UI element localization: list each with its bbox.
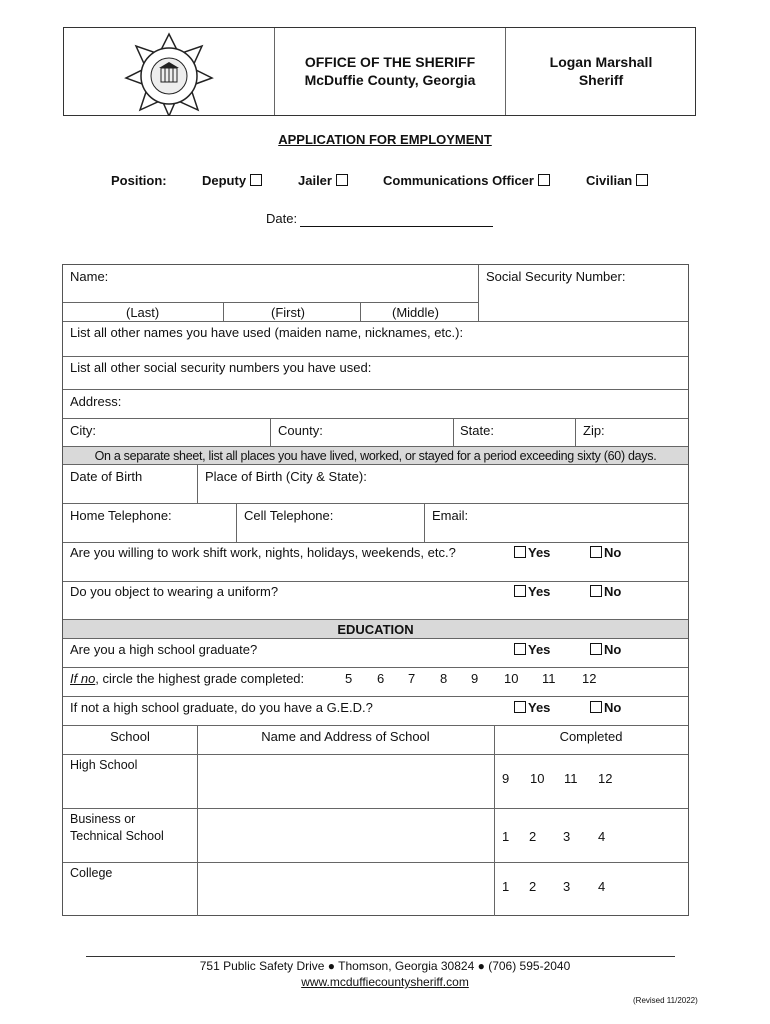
other-names-label: List all other names you have used (maiden name, nicknames, etc.):	[70, 325, 464, 340]
ssn-label: Social Security Number:	[486, 269, 626, 284]
checkbox-icon[interactable]	[590, 546, 602, 558]
bullet-icon: ●	[477, 959, 485, 973]
residence-note: On a separate sheet, list all places you have lived, worked, or stayed for a period exceeding sixty (60) days.	[94, 449, 657, 463]
shift-no-option[interactable]: No	[590, 545, 621, 560]
checkbox-icon[interactable]	[514, 585, 526, 597]
hs-completed-option[interactable]: 12	[598, 771, 613, 786]
dob-label: Date of Birth	[70, 469, 143, 484]
county-name: McDuffie County, Georgia	[304, 72, 476, 88]
grade-option[interactable]: 11	[542, 671, 556, 686]
uniform-no-option[interactable]: No	[590, 584, 621, 599]
zip-label: Zip:	[583, 423, 605, 438]
checkbox-icon[interactable]	[514, 701, 526, 713]
checkbox-icon[interactable]	[590, 643, 602, 655]
grade-option[interactable]: 12	[582, 671, 597, 686]
school-high-school: High School	[70, 758, 138, 772]
college-completed-option[interactable]: 3	[563, 879, 571, 894]
college-completed-option[interactable]: 1	[502, 879, 510, 894]
col-completed-header: Completed	[559, 729, 623, 744]
grade-option[interactable]: 8	[440, 671, 448, 686]
ged-yes-option[interactable]: Yes	[514, 700, 550, 715]
checkbox-icon[interactable]	[538, 174, 550, 186]
col-school-header: School	[110, 729, 150, 744]
position-option-civilian[interactable]: Civilian	[586, 173, 648, 188]
college-completed-option[interactable]: 2	[529, 879, 537, 894]
position-option-jailer[interactable]: Jailer	[298, 173, 348, 188]
grade-option[interactable]: 5	[345, 671, 353, 686]
checkbox-icon[interactable]	[636, 174, 648, 186]
hs-yes-option[interactable]: Yes	[514, 642, 550, 657]
grade-option[interactable]: 9	[471, 671, 479, 686]
county-label: County:	[278, 423, 323, 438]
ged-question: If not a high school graduate, do you have a G.E.D.?	[70, 700, 373, 715]
date-field[interactable]	[300, 226, 493, 227]
tech-completed-option[interactable]: 3	[563, 829, 571, 844]
divider	[274, 28, 275, 115]
letterhead	[63, 27, 696, 116]
sheriff-badge-logo	[124, 32, 214, 116]
grade-option[interactable]: 10	[504, 671, 519, 686]
middle-name-label: (Middle)	[392, 305, 439, 320]
hs-completed-option[interactable]: 10	[530, 771, 545, 786]
checkbox-icon[interactable]	[336, 174, 348, 186]
education-heading: EDUCATION	[337, 622, 414, 637]
tech-completed-option[interactable]: 4	[598, 829, 606, 844]
footer-website-link[interactable]: www.mcduffiecountysheriff.com	[301, 975, 469, 989]
footer-address: 751 Public Safety Drive ● Thomson, Georgia 30824 ● (706) 595-2040	[199, 959, 571, 973]
pob-label: Place of Birth (City & State):	[205, 469, 367, 484]
date-label: Date:	[266, 211, 298, 226]
cell-telephone-label: Cell Telephone:	[244, 508, 334, 523]
checkbox-icon[interactable]	[514, 643, 526, 655]
application-form	[62, 264, 689, 916]
uniform-yes-option[interactable]: Yes	[514, 584, 550, 599]
highest-grade-prompt: If no, circle the highest grade completed:	[70, 671, 305, 686]
uniform-question: Do you object to wearing a uniform?	[70, 584, 279, 599]
college-completed-option[interactable]: 4	[598, 879, 606, 894]
checkbox-icon[interactable]	[590, 701, 602, 713]
checkbox-icon[interactable]	[514, 546, 526, 558]
footer-rule	[86, 956, 675, 957]
hs-completed-option[interactable]: 9	[502, 771, 510, 786]
first-name-label: (First)	[271, 305, 305, 320]
address-label: Address:	[70, 394, 122, 409]
checkbox-icon[interactable]	[590, 585, 602, 597]
shift-work-question: Are you willing to work shift work, nights, holidays, weekends, etc.?	[70, 545, 456, 560]
tech-completed-option[interactable]: 2	[529, 829, 537, 844]
last-name-label: (Last)	[126, 305, 160, 320]
other-ssn-label: List all other social security numbers you have used:	[70, 360, 372, 375]
col-name-address-header: Name and Address of School	[261, 729, 430, 744]
school-business-technical: Business or Technical School	[70, 812, 164, 843]
position-option-communications[interactable]: Communications Officer	[383, 173, 550, 188]
hs-no-option[interactable]: No	[590, 642, 621, 657]
position-label: Position:	[111, 173, 167, 188]
school-college: College	[70, 866, 113, 880]
bullet-icon: ●	[327, 959, 336, 973]
city-label: City:	[70, 423, 96, 438]
email-label: Email:	[432, 508, 469, 523]
ged-no-option[interactable]: No	[590, 700, 621, 715]
revision-date: (Revised 11/2022)	[633, 996, 698, 1005]
tech-completed-option[interactable]: 1	[502, 829, 510, 844]
hs-graduate-question: Are you a high school graduate?	[70, 642, 258, 657]
grade-option[interactable]: 7	[408, 671, 416, 686]
checkbox-icon[interactable]	[250, 174, 262, 186]
home-telephone-label: Home Telephone:	[70, 508, 172, 523]
position-option-deputy[interactable]: Deputy	[202, 173, 262, 188]
name-label: Name:	[70, 269, 109, 284]
hs-completed-option[interactable]: 11	[564, 771, 578, 786]
state-label: State:	[460, 423, 494, 438]
shift-yes-option[interactable]: Yes	[514, 545, 550, 560]
grade-option[interactable]: 6	[377, 671, 385, 686]
office-title: OFFICE OF THE SHERIFF	[304, 54, 476, 70]
sheriff-name: Logan Marshall	[549, 54, 653, 70]
sheriff-title: Sheriff	[578, 72, 624, 88]
form-title: APPLICATION FOR EMPLOYMENT	[278, 132, 492, 147]
